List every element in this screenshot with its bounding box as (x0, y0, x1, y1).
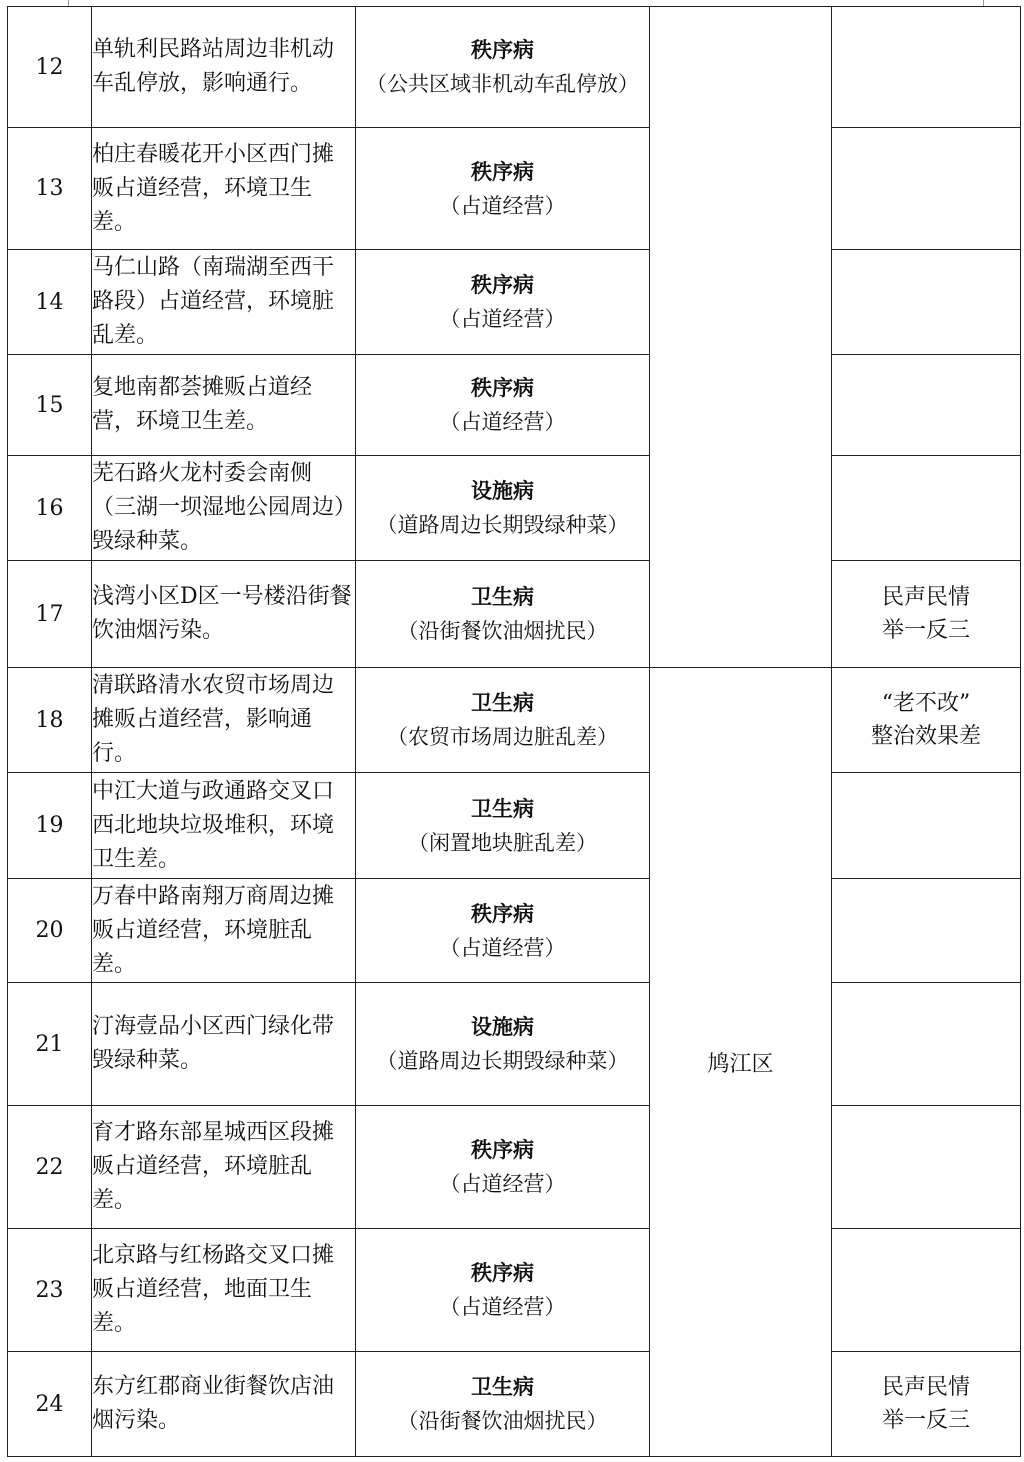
category-name: 卫生病 (471, 796, 534, 821)
table-row (8, 456, 1021, 561)
issue-description: 清联路清水农贸市场周边摊贩占道经营，影响通行。 (92, 668, 356, 773)
issue-category (356, 983, 650, 1106)
category-detail: （公共区域非机动车乱停放） (366, 72, 639, 96)
category-name: 秩序病 (471, 159, 534, 184)
remark-cell (832, 355, 1021, 456)
district-cell: 鸠江区 (650, 668, 832, 1457)
category-name: 秩序病 (471, 1261, 534, 1285)
table-row (8, 1229, 1021, 1352)
row-number: 20 (8, 879, 92, 983)
remark-cell (832, 1229, 1021, 1352)
remark-cell (832, 668, 1021, 773)
issue-description: 芜石路火龙村委会南侧（三湖一坝湿地公园周边）毁绿种菜。 (92, 456, 356, 561)
remark-line: 民声民情 (881, 585, 970, 610)
remark-cell (832, 561, 1021, 668)
remark-cell (832, 879, 1021, 983)
issue-description: 汀海壹品小区西门绿化带毁绿种菜。 (92, 983, 356, 1106)
issue-description: 中江大道与政通路交叉口西北地块垃圾堆积，环境卫生差。 (92, 773, 356, 879)
category-name: 秩序病 (471, 273, 534, 297)
issue-category (356, 1352, 650, 1457)
issue-description: 北京路与红杨路交叉口摊贩占道经营，地面卫生差。 (92, 1229, 356, 1352)
row-number: 21 (8, 983, 92, 1106)
category-detail: （占道经营） (439, 193, 566, 218)
category-name: 秩序病 (471, 38, 534, 62)
issue-table (7, 6, 1021, 1457)
table-row (8, 983, 1021, 1106)
issue-category (356, 561, 650, 668)
issue-description: 单轨利民路站周边非机动车乱停放，影响通行。 (92, 7, 356, 128)
issue-description: 柏庄春暖花开小区西门摊贩占道经营，环境卫生差。 (92, 128, 356, 250)
remark-cell (832, 983, 1021, 1106)
issue-category (356, 773, 650, 879)
issue-description: 浅湾小区D区一号楼沿街餐饮油烟污染。 (92, 561, 356, 668)
table-row (8, 1106, 1021, 1229)
table-row (8, 773, 1021, 879)
table-row (8, 879, 1021, 983)
category-detail: （道路周边长期毁绿种菜） (376, 513, 629, 537)
category-name: 卫生病 (471, 691, 534, 715)
table-row (8, 561, 1021, 668)
category-detail: （闲置地块脏乱差） (408, 830, 597, 855)
category-detail: （占道经营） (439, 935, 566, 960)
category-name: 卫生病 (471, 585, 534, 609)
table-row (8, 1352, 1021, 1457)
remark-cell (832, 456, 1021, 561)
issue-category (356, 1106, 650, 1229)
category-detail: （占道经营） (439, 1172, 566, 1196)
remark-line: 举一反三 (881, 1408, 970, 1433)
issue-category (356, 456, 650, 561)
category-detail: （占道经营） (439, 1295, 566, 1319)
row-number: 24 (8, 1352, 92, 1457)
table-row (8, 668, 1021, 773)
issue-description: 万春中路南翔万商周边摊贩占道经营，环境脏乱差。 (92, 879, 356, 983)
issue-category (356, 128, 650, 250)
category-name: 设施病 (471, 479, 534, 503)
category-detail: （道路周边长期毁绿种菜） (376, 1049, 629, 1073)
category-detail: （农贸市场周边脏乱差） (387, 725, 618, 749)
row-number: 23 (8, 1229, 92, 1352)
row-number: 17 (8, 561, 92, 668)
issue-category (356, 7, 650, 128)
issue-description: 育才路东部星城西区段摊贩占道经营，环境脏乱差。 (92, 1106, 356, 1229)
remark-cell (832, 128, 1021, 250)
row-number: 16 (8, 456, 92, 561)
remark-cell (832, 7, 1021, 128)
row-number: 12 (8, 7, 92, 128)
remark-line: 举一反三 (881, 618, 970, 643)
remark-line: 整治效果差 (870, 724, 981, 749)
district-cell-upper (650, 7, 832, 668)
row-number: 22 (8, 1106, 92, 1229)
remark-line: 民声民情 (881, 1375, 970, 1400)
category-detail: （沿街餐饮油烟扰民） (397, 619, 608, 643)
remark-line: “老不改” (881, 691, 971, 716)
issue-description: 东方红郡商业街餐饮店油烟污染。 (92, 1352, 356, 1457)
row-number: 13 (8, 128, 92, 250)
table-row (8, 250, 1021, 355)
category-name: 秩序病 (471, 1138, 534, 1162)
category-name: 设施病 (471, 1015, 534, 1039)
table-row (8, 7, 1021, 128)
table-row (8, 355, 1021, 456)
category-detail: （占道经营） (439, 410, 566, 434)
issue-category (356, 668, 650, 773)
issue-category (356, 1229, 650, 1352)
remark-cell (832, 250, 1021, 355)
category-name: 卫生病 (471, 1375, 534, 1399)
row-number: 18 (8, 668, 92, 773)
remark-cell (832, 1106, 1021, 1229)
issue-category (356, 250, 650, 355)
issue-description: 马仁山路（南瑞湖至西干路段）占道经营，环境脏乱差。 (92, 250, 356, 355)
table-row (8, 128, 1021, 250)
category-detail: （占道经营） (439, 307, 566, 331)
category-name: 秩序病 (471, 376, 534, 400)
remark-cell (832, 773, 1021, 879)
remark-cell (832, 1352, 1021, 1457)
issue-category (356, 879, 650, 983)
row-number: 15 (8, 355, 92, 456)
row-number: 14 (8, 250, 92, 355)
issue-category (356, 355, 650, 456)
category-detail: （沿街餐饮油烟扰民） (397, 1409, 608, 1433)
row-number: 19 (8, 773, 92, 879)
issue-description: 复地南都荟摊贩占道经营，环境卫生差。 (92, 355, 356, 456)
category-name: 秩序病 (471, 901, 534, 926)
